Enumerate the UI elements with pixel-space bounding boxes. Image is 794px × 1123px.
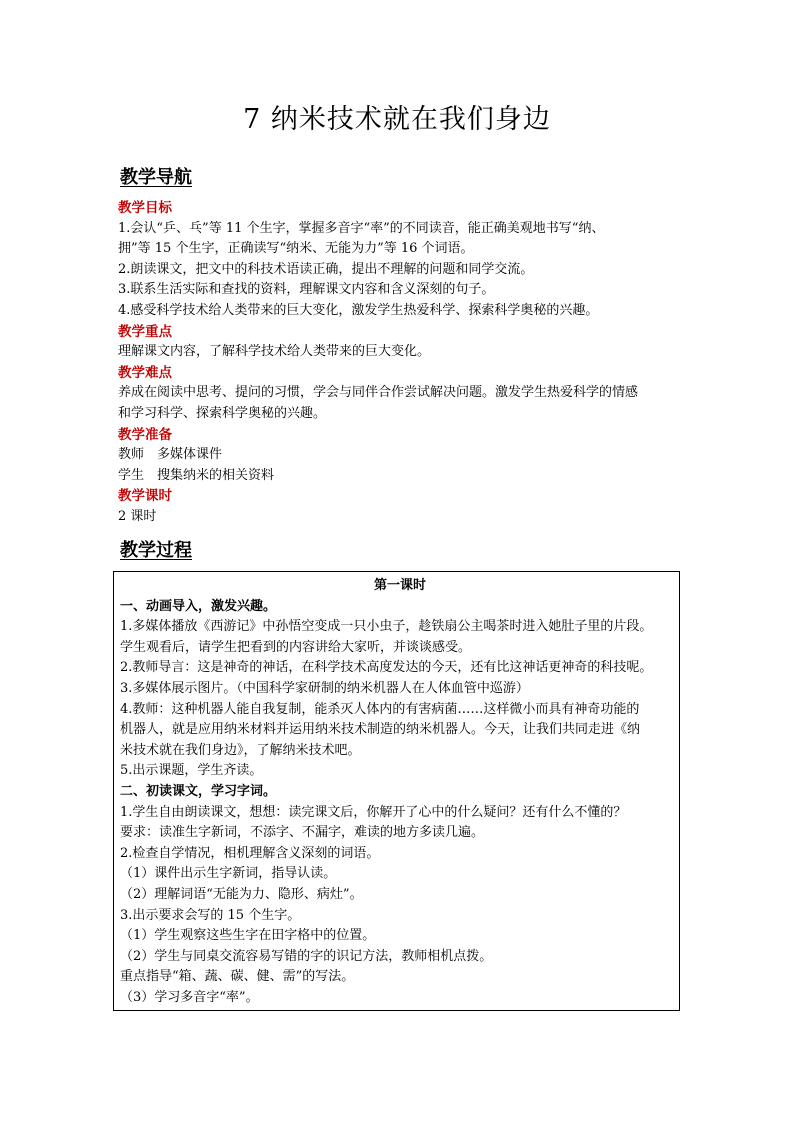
- goals-heading: 教学目标: [118, 200, 172, 216]
- section-one-line: 2.教师导言：这是神奇的神话，在科学技术高度发达的今天，还有比这神话更神奇的科技呢。: [120, 660, 653, 676]
- section-two-line: （1）学生观察这些生字在田字格中的位置。: [120, 928, 376, 944]
- difficult-point-heading: 教学难点: [118, 364, 172, 381]
- preparation-line: 学生 搜集纳米的相关资料: [118, 467, 275, 483]
- teaching-process-box: [113, 571, 680, 1011]
- goals-line: 2.朗读课文，把文中的科技术语读正确，提出不理解的问题和同学交流。: [118, 261, 534, 277]
- section-two-line: （2）理解词语“无能为力、隐形、病灶”。: [120, 886, 363, 902]
- section-two-line: 要求：读准生字新词，不添字、不漏字，难读的地方多读几遍。: [120, 825, 485, 841]
- difficult-point-line: 养成在阅读中思考、提问的习惯，学会与同伴合作尝试解决问题。激发学生热爱科学的情感: [118, 385, 639, 401]
- class-hours-heading: 教学课时: [118, 488, 172, 505]
- section-one-line: 4.教师：这种机器人能自我复制，能杀灭人体内的有害病菌……这样微小而具有神奇功能的: [120, 701, 640, 717]
- document-title: 7 纳米技术就在我们身边: [243, 104, 551, 135]
- goals-line: 4.感受科学技术给人类带来的巨大变化，激发学生热爱科学、探索科学奥秘的兴趣。: [118, 302, 599, 318]
- teaching-process-heading: 教学过程: [120, 540, 192, 561]
- class-hours-text: 2 课时: [118, 508, 157, 524]
- section-two-line: 2.检查自学情况，相机理解含义深刻的词语。: [120, 845, 380, 861]
- key-point-heading: 教学重点: [118, 323, 172, 340]
- section-two-line: 1.学生自由朗读课文，想想：读完课文后，你解开了心中的什么疑问？还有什么不懂的？: [120, 804, 627, 820]
- section-two-line: （3）学习多音字“率”。: [120, 989, 259, 1005]
- difficult-point-line: 和学习科学、探索科学奥秘的兴趣。: [118, 405, 327, 421]
- section-one-line: 5.出示课题，学生齐读。: [120, 763, 263, 779]
- section-one-line: 学生观看后，请学生把看到的内容讲给大家听，并谈谈感受。: [120, 639, 472, 655]
- goals-line: 拥”等 15 个生字，正确读写“纳米、无能为力”等 16 个词语。: [118, 241, 474, 257]
- section-two-heading: 二、初读课文，学习字词。: [120, 783, 277, 799]
- teaching-process-content: [120, 576, 680, 1008]
- teaching-navigation-section: [118, 198, 688, 528]
- section-two-line: 3.出示要求会写的 15 个生字。: [120, 907, 301, 923]
- section-one-line: 3.多媒体展示图片。（中国科学家研制的纳米机器人在人体血管中巡游）: [120, 680, 529, 696]
- section-two-line: （2）学生与同桌交流容易写错的字的识记方法，教师相机点拨。: [120, 948, 493, 964]
- teaching-navigation-heading: 教学导航: [120, 167, 192, 188]
- goals-line: 1.会认“乒、乓”等 11 个生字，掌握多音字“率”的不同读音，能正确美观地书写“纳、: [118, 220, 605, 236]
- key-point-text: 理解课文内容，了解科学技术给人类带来的巨大变化。: [118, 344, 431, 360]
- section-one-line: 机器人，就是应用纳米材料并运用纳米技术制造的纳米机器人。今天，让我们共同走进《纳: [120, 722, 641, 738]
- section-one-line: 1.多媒体播放《西游记》中孙悟空变成一只小虫子，趁铁扇公主喝茶时进入她肚子里的片段。: [120, 619, 653, 635]
- lesson-title: 第一课时: [373, 578, 426, 593]
- section-one-heading: 一、动画导入，激发兴趣。: [120, 598, 277, 614]
- section-two-line: 重点指导“箱、蔬、碳、健、需”的写法。: [120, 969, 355, 985]
- preparation-heading: 教学准备: [118, 426, 172, 443]
- preparation-line: 教师 多媒体课件: [118, 447, 223, 463]
- goals-line: 3.联系生活实际和查找的资料，理解课文内容和含义深刻的句子。: [118, 282, 495, 298]
- section-one-line: 米技术就在我们身边》，了解纳米技术吧。: [120, 742, 361, 758]
- section-two-line: （1）课件出示生字新词，指导认读。: [120, 866, 337, 882]
